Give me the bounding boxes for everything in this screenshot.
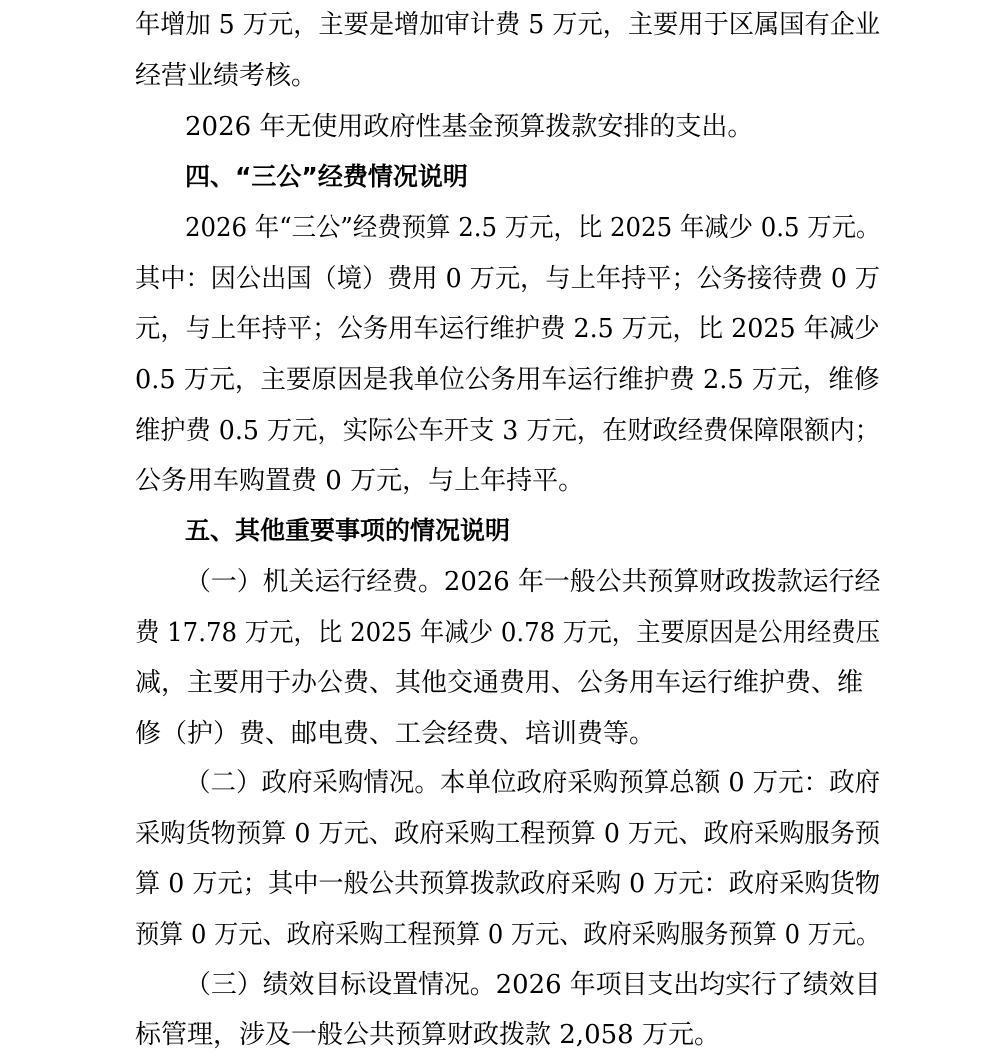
text-line: 维护费 0.5 万元，实际公车开支 3 万元，在财政经费保障限额内； xyxy=(135,416,880,446)
text-line: 公务用车购置费 0 万元，与上年持平。 xyxy=(135,466,585,496)
text-line: 2026 年无使用政府性基金预算拨款安排的支出。 xyxy=(185,112,754,142)
section-heading-other-matters: 五、其他重要事项的情况说明 xyxy=(185,516,511,545)
text-line: 其中：因公出国（境）费用 0 万元，与上年持平；公务接待费 0 万 xyxy=(135,264,881,294)
text-line: （一）机关运行经费。2026 年一般公共预算财政拨款运行经 xyxy=(185,567,881,597)
text-line: 2026 年“三公”经费预算 2.5 万元，比 2025 年减少 0.5 万元。 xyxy=(185,213,881,243)
text-line: 0.5 万元，主要原因是我单位公务用车运行维护费 2.5 万元，维修 xyxy=(135,365,880,395)
text-line: 算 0 万元；其中一般公共预算拨款政府采购 0 万元：政府采购货物 xyxy=(135,869,881,899)
text-line: 年增加 5 万元，主要是增加审计费 5 万元，主要用于区属国有企业 xyxy=(135,10,881,40)
text-line: 经营业绩考核。 xyxy=(135,61,318,91)
section-heading-three-public-expenses: 四、“三公”经费情况说明 xyxy=(185,162,468,191)
text-line: 修（护）费、邮电费、工会经费、培训费等。 xyxy=(135,719,656,749)
text-line: 元，与上年持平；公务用车运行维护费 2.5 万元，比 2025 年减少 xyxy=(135,314,880,344)
text-line: （二）政府采购情况。本单位政府采购预算总额 0 万元：政府 xyxy=(185,768,881,798)
text-line: 预算 0 万元、政府采购工程预算 0 万元、政府采购服务预算 0 万元。 xyxy=(135,920,881,950)
text-line: 采购货物预算 0 万元、政府采购工程预算 0 万元、政府采购服务预 xyxy=(135,819,881,849)
text-line: （三）绩效目标设置情况。2026 年项目支出均实行了绩效目 xyxy=(185,970,881,1000)
text-line: 费 17.78 万元，比 2025 年减少 0.78 万元，主要原因是公用经费压 xyxy=(135,618,881,648)
text-line: 减，主要用于办公费、其他交通费用、公务用车运行维护费、维 xyxy=(135,668,864,698)
text-line: 标管理，涉及一般公共预算财政拨款 2,058 万元。 xyxy=(135,1020,720,1050)
